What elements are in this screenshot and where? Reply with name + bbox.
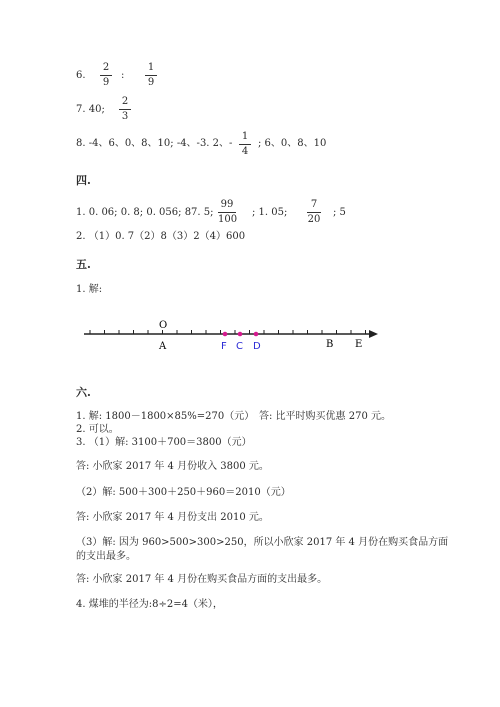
s6-q3-part1-answer: 答: 小欣家 2017 年 4 月份收入 3800 元。 (76, 461, 269, 472)
label-b: B (326, 339, 334, 350)
s6-q3-part2-solution: （2）解: 500＋300＋250＋960＝2010（元） (76, 487, 291, 498)
number-line-point-marker (238, 332, 243, 337)
q8-answer-text: 8. -4、6、0、8、10; -4、-3. 2、- (76, 138, 233, 149)
s6-q2-answer: 2. 可以。 (76, 424, 119, 435)
section-six-heading: 六. (76, 386, 91, 399)
q7-fraction-denominator: 3 (121, 111, 129, 122)
q6-fraction-1-numerator: 2 (102, 62, 110, 73)
number-line-point-marker (223, 332, 228, 337)
q8-fraction-denominator: 4 (241, 146, 249, 157)
s6-q4-solution: 4. 煤堆的半径为:8÷2=4（米）， (76, 599, 223, 610)
q6-fraction-2-numerator: 1 (147, 62, 155, 73)
q7-fraction (119, 96, 131, 123)
q7-answer-text: 7. 40; (76, 104, 105, 115)
label-o: O (159, 320, 168, 331)
fraction-bar (307, 212, 321, 213)
fraction-bar (119, 109, 131, 110)
q6-separator: : (121, 70, 125, 81)
number-line-arrowhead (369, 330, 378, 338)
q8-answer-tail: ; 6、0、8、10 (258, 138, 327, 149)
number-line-marked-points (223, 332, 259, 337)
label-f: F (221, 341, 227, 352)
q6-fraction-1 (100, 62, 112, 89)
label-c: C (236, 341, 243, 352)
fraction-bar (239, 144, 251, 145)
fraction-bar (145, 75, 157, 76)
s4-line1-part3: ; 5 (333, 207, 346, 218)
s4-fraction-1 (218, 199, 236, 226)
s4-fraction-2-numerator: 7 (310, 199, 318, 210)
s6-q3-part3-solution-cont: 的支出最多。 (76, 551, 136, 562)
number-line-ticks (90, 330, 366, 334)
q6-fraction-2-denominator: 9 (147, 77, 155, 88)
q6-fraction-2 (145, 62, 157, 89)
fraction-bar (100, 75, 112, 76)
s6-q3-part2-answer: 答: 小欣家 2017 年 4 月份支出 2010 元。 (76, 512, 269, 523)
label-e: E (355, 339, 363, 350)
s4-fraction-2 (307, 199, 321, 226)
fraction-bar (218, 212, 236, 213)
q7-fraction-numerator: 2 (121, 96, 129, 107)
number-line-point-marker (254, 332, 259, 337)
q8-fraction-numerator: 1 (241, 131, 249, 142)
s6-q1-answer: 答: 比平时购买优惠 270 元。 (259, 411, 391, 422)
q6-number: 6. (76, 70, 86, 81)
s4-line2: 2. （1）0. 7（2）8（3）2（4）600 (76, 231, 246, 242)
section-four-heading: 四. (76, 174, 91, 187)
s4-fraction-1-denominator: 100 (218, 214, 238, 225)
s6-q3-part3-solution: （3）解: 因为 960>500>300>250，所以小欣家 2017 年 4 月份在购买食品方面 (76, 537, 449, 548)
label-a: A (159, 341, 167, 352)
section-five-heading: 五. (76, 258, 91, 271)
label-d: D (253, 341, 261, 352)
s5-line1: 1. 解: (76, 284, 103, 295)
q6-fraction-1-denominator: 9 (102, 77, 110, 88)
s4-line1-part1: 1. 0. 06; 0. 8; 0. 056; 87. 5; (76, 207, 214, 218)
s4-line1-part2: ; 1. 05; (252, 207, 288, 218)
s6-q3-part3-answer: 答: 小欣家 2017 年 4 月份在购买食品方面的支出最多。 (76, 574, 328, 585)
s6-q1-solution: 1. 解: 1800－1800×85%=270（元） (76, 411, 255, 422)
s4-fraction-1-numerator: 99 (220, 199, 234, 210)
s4-fraction-2-denominator: 20 (307, 214, 321, 225)
s6-q3-part1-solution: 3. （1）解: 3100＋700＝3800（元） (76, 437, 252, 448)
q8-fraction (239, 131, 251, 158)
